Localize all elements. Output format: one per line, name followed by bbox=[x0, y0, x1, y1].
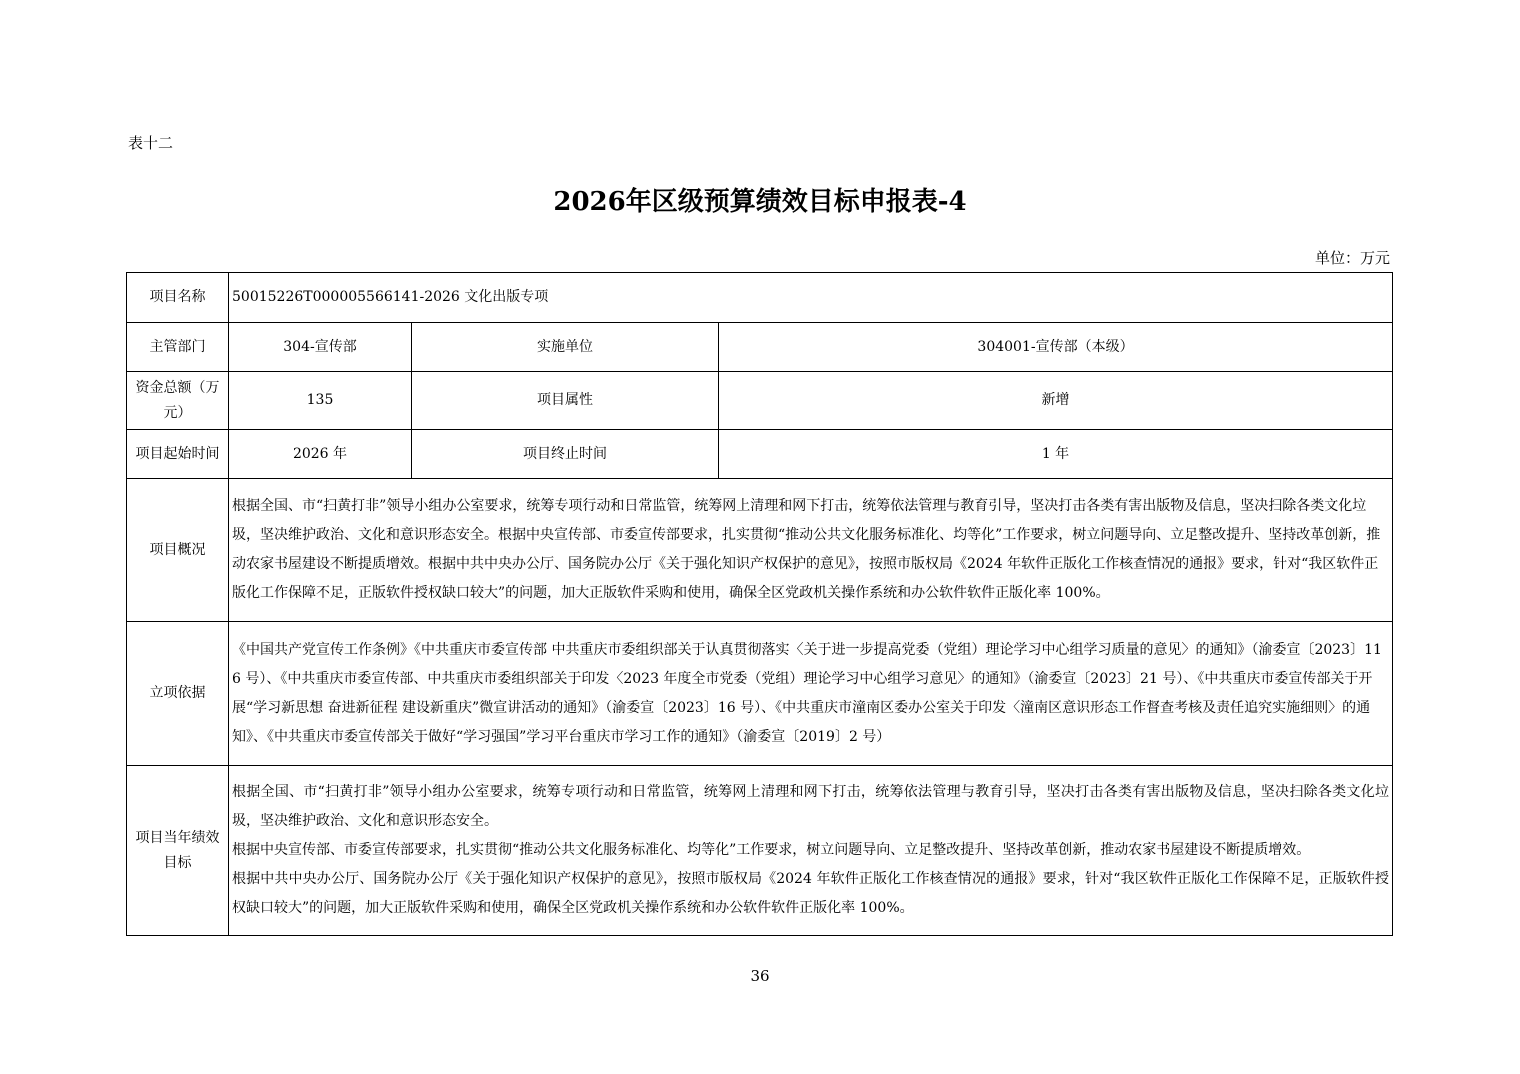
goal-paragraph-2: 根据中央宣传部、市委宣传部要求，扎实贯彻“推动公共文化服务标准化、均等化”工作要求，树立问题导向、立足整改提升、坚持改革创新，推动农家书屋建设不断提质增效。 bbox=[232, 842, 1311, 858]
impl-unit-value: 304001-宣传部（本级） bbox=[719, 323, 1393, 372]
unit-label: 单位：万元 bbox=[1314, 249, 1390, 267]
project-name-label: 项目名称 bbox=[127, 273, 229, 323]
funds-value: 135 bbox=[229, 372, 412, 430]
end-label: 项目终止时间 bbox=[412, 430, 719, 479]
impl-unit-label: 实施单位 bbox=[412, 323, 719, 372]
row-department bbox=[127, 323, 1393, 372]
goal-label: 项目当年绩效目标 bbox=[127, 766, 229, 936]
row-period bbox=[127, 430, 1393, 479]
table-number-label: 表十二 bbox=[128, 134, 174, 152]
basis-text: 《中国共产党宣传工作条例》《中共重庆市委宣传部 中共重庆市委组织部关于认真贯彻落实〈关于进一步提高党委（党组）理论学习中心组学习质量的意见〉的通知》（渝委宣〔2023〕116 号）、《中共重庆市委宣传部、中共重庆市委组织部关于印发〈2023 年度全市党委（党组）理论学习中心组学习意见〉的通知》（渝委宣〔2023〕21 号）、《中共重庆市委宣传部关于开展“学习新思想 奋进新征程 建设新重庆”微宣讲活动的通知》（渝委宣〔2023〕16 号）、《中共重庆市潼南区委办公室关于印发〈潼南区意识形态工作督查考核及责任追究实施细则〉的通知》、《中共重庆市委宣传部关于做好“学习强国”学习平台重庆市学习工作的通知》（渝委宣〔2019〕2 号） bbox=[229, 622, 1393, 766]
project-name-value: 50015226T000005566141-2026 文化出版专项 bbox=[229, 273, 1393, 323]
document-title: 2026年区级预算绩效目标申报表-4 bbox=[553, 187, 967, 217]
funds-label: 资金总额（万元） bbox=[127, 372, 229, 430]
budget-performance-table bbox=[126, 272, 1393, 936]
row-basis bbox=[127, 622, 1393, 766]
attr-value: 新增 bbox=[719, 372, 1393, 430]
overview-text: 根据全国、市“扫黄打非”领导小组办公室要求，统筹专项行动和日常监管，统筹网上清理和网下打击，统筹依法管理与教育引导，坚决打击各类有害出版物及信息，坚决扫除各类文化垃圾，坚决维护政治、文化和意识形态安全。根据中央宣传部、市委宣传部要求，扎实贯彻“推动公共文化服务标准化、均等化”工作要求，树立问题导向、立足整改提升、坚持改革创新，推动农家书屋建设不断提质增效。根据中共中央办公厅、国务院办公厅《关于强化知识产权保护的意见》，按照市版权局《2024 年软件正版化工作核查情况的通报》要求，针对“我区软件正版化工作保障不足，正版软件授权缺口较大”的问题，加大正版软件采购和使用，确保全区党政机关操作系统和办公软件软件正版化率 100%。 bbox=[229, 479, 1393, 622]
attr-label: 项目属性 bbox=[412, 372, 719, 430]
dept-value: 304-宣传部 bbox=[229, 323, 412, 372]
dept-label: 主管部门 bbox=[127, 323, 229, 372]
row-funds bbox=[127, 372, 1393, 430]
end-value: 1 年 bbox=[719, 430, 1393, 479]
start-label: 项目起始时间 bbox=[127, 430, 229, 479]
page-number: 36 bbox=[750, 967, 770, 985]
overview-label: 项目概况 bbox=[127, 479, 229, 622]
goal-paragraph-1: 根据全国、市“扫黄打非”领导小组办公室要求，统筹专项行动和日常监管，统筹网上清理和网下打击，统筹依法管理与教育引导，坚决打击各类有害出版物及信息，坚决扫除各类文化垃圾，坚决维护政治、文化和意识形态安全。 bbox=[232, 784, 1389, 829]
basis-label: 立项依据 bbox=[127, 622, 229, 766]
goal-paragraph-3: 根据中共中央办公厅、国务院办公厅《关于强化知识产权保护的意见》，按照市版权局《2024 年软件正版化工作核查情况的通报》要求，针对“我区软件正版化工作保障不足，正版软件授权缺口较大”的问题，加大正版软件采购和使用，确保全区党政机关操作系统和办公软件软件正版化率 100%。 bbox=[232, 871, 1389, 916]
start-value: 2026 年 bbox=[229, 430, 412, 479]
row-overview bbox=[127, 479, 1393, 622]
row-project-name bbox=[127, 273, 1393, 323]
row-goal bbox=[127, 766, 1393, 936]
goal-text bbox=[229, 766, 1393, 936]
